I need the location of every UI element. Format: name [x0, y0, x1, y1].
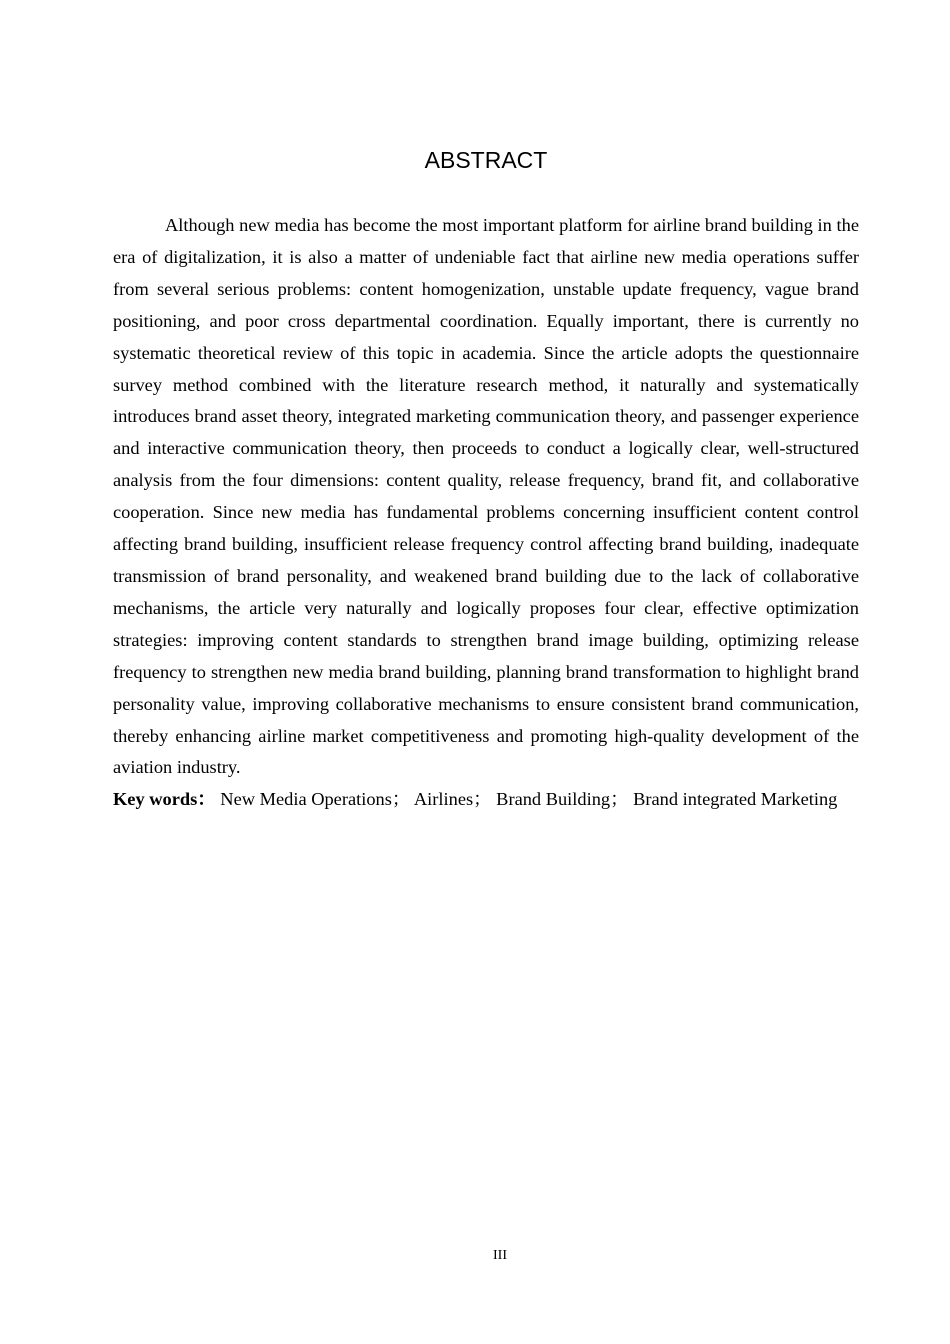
- keyword-separator: ；: [391, 789, 411, 810]
- keywords-label: Key words：: [113, 789, 216, 810]
- keyword-separator: ；: [473, 789, 492, 810]
- keyword-item: Brand integrated Marketing: [633, 789, 838, 810]
- page-number: III: [493, 1248, 507, 1263]
- keyword-item: Airlines: [413, 789, 474, 810]
- keyword-item: Brand Building: [496, 789, 611, 810]
- abstract-paragraph: Although new media has become the most important platform for airline brand building in the era of digitalization, it is also a matter of undeniable fact that airline new media operations suffer from several serious problems: content homogenization, unstable update frequency, vague brand positioning, and poor cross departmental coordination. Equally important, there is currently no systematic theoretical review of this topic in academia. Since the article adopts the questionnaire survey method combined with the literature research method, it naturally and systematically introduces brand asset theory, integrated marketing communication theory, and passenger experience and interactive communication theory, then proceeds to conduct a logically clear, well-structured analysis from the four dimensions: content quality, release frequency, brand fit, and collaborative cooperation. Since new media has fundamental problems concerning insufficient content control affecting brand building, insufficient release frequency control affecting brand building, inadequate transmission of brand personality, and weakened brand building due to the lack of collaborative mechanisms, the article very naturally and logically proposes four clear, effective optimization strategies: improving content standards to strengthen brand image building, optimizing release frequency to strengthen new media brand building, planning brand transformation to highlight brand personality value, improving collaborative mechanisms to ensure consistent brand communication, thereby enhancing airline market competitiveness and promoting high-quality development of the aviation industry.: [113, 215, 859, 778]
- abstract-title: ABSTRACT: [424, 147, 548, 173]
- abstract-body: [113, 210, 859, 816]
- keywords-line: [113, 784, 859, 816]
- keyword-separator: ；: [610, 789, 629, 810]
- keyword-item: New Media Operations: [220, 789, 392, 810]
